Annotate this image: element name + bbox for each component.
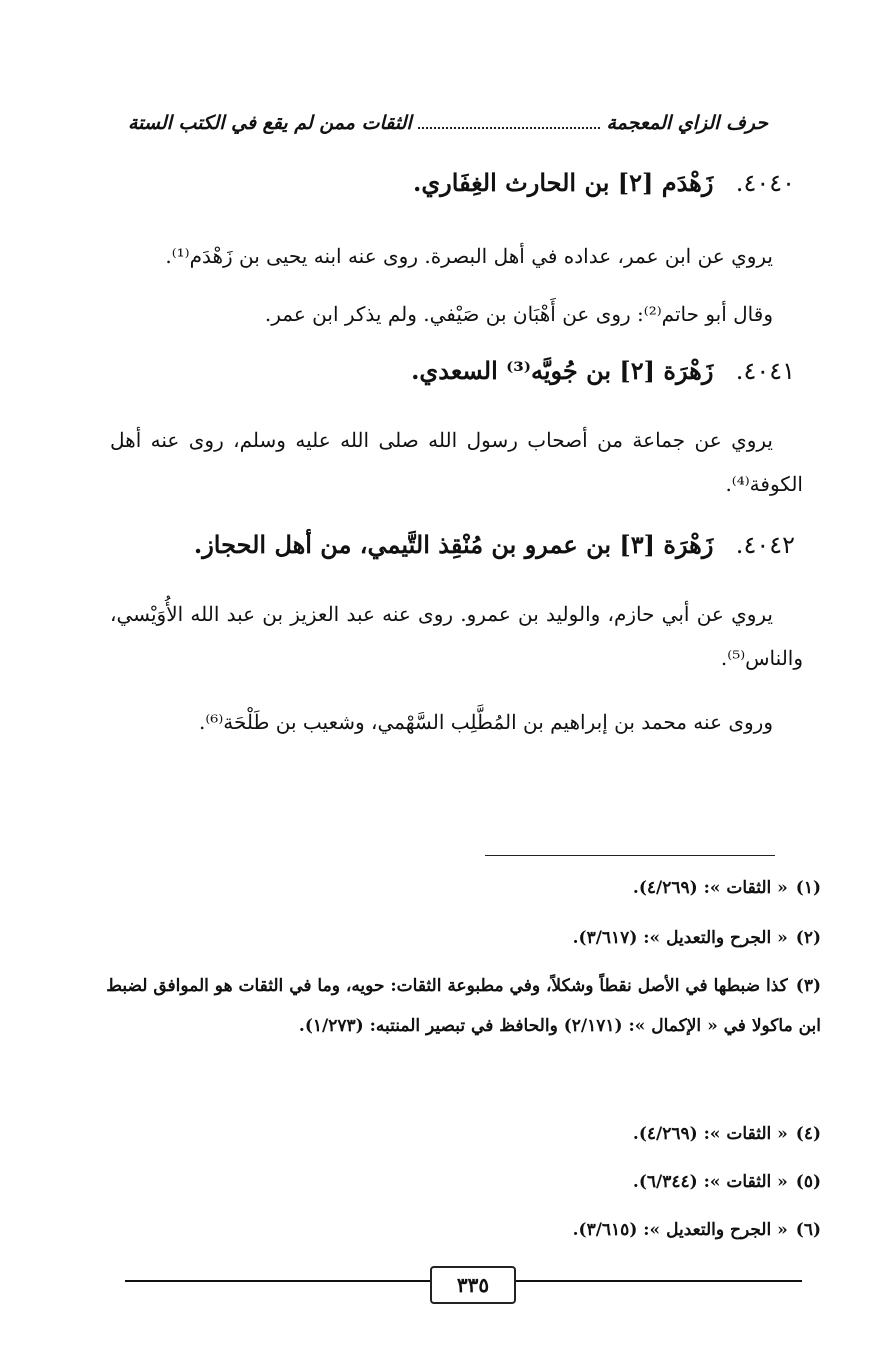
entry-number: ٤٠٤٢. — [735, 531, 795, 559]
footnote-text: « الثقات »: (٤/٢٦٩). — [632, 878, 788, 898]
footnote-mark: (٦) — [795, 1220, 821, 1240]
entry-paragraph: يروي عن جماعة من أصحاب رسول الله صلى الله عليه وسلم، روى عنه أهل الكوفة⁽⁴⁾. — [110, 428, 803, 496]
footnote — [100, 1114, 821, 1154]
footnote-text: « الثقات »: (٦/٣٤٤). — [632, 1172, 788, 1192]
entry-heading-4041 — [120, 356, 795, 385]
footnote-mark: (٢) — [795, 928, 821, 948]
entry-paragraph: يروي عن ابن عمر، عداده في أهل البصرة. روى عنه ابنه يحيى بن زَهْدَم⁽¹⁾. — [165, 244, 773, 268]
running-head-chapter: حرف الزاي المعجمة — [606, 112, 768, 134]
footnote-separator — [485, 855, 775, 856]
entry-heading-4042 — [120, 530, 795, 559]
footnote-text: « الثقات »: (٤/٢٦٩). — [632, 1124, 788, 1144]
footnote-mark: (٥) — [795, 1172, 821, 1192]
running-head-book: الثقات ممن لم يقع في الكتب الستة — [128, 112, 412, 134]
entry-paragraph: وقال أبو حاتم⁽²⁾: روى عن أَهْبَان بن صَيْفي. ولم يذكر ابن عمر. — [264, 302, 773, 326]
footnote — [100, 966, 821, 1046]
footnote-mark: (٣) — [795, 976, 821, 996]
footnote — [100, 868, 821, 908]
entry-paragraph: يروي عن أبي حازم، والوليد بن عمرو. روى عنه عبد العزيز بن عبد الله الأُوَيْسي، والناس⁽⁵⁾. — [110, 602, 803, 670]
running-head — [128, 112, 768, 134]
footnote-text: كذا ضبطها في الأصل نقطاً وشكلاً، وفي مطبوعة الثقات: حويه، وما في الثقات هو الموافق لضبط ابن ماكولا في « الإكمال »: (٢/١٧١) والحافظ في تبصير المنتبه: (١/٢٧٣). — [106, 976, 821, 1036]
footnote-text: « الجرح والتعديل »: (٣/٦١٧). — [572, 928, 788, 948]
page-number: ٣٣٥ — [430, 1266, 516, 1304]
entry-heading-4040 — [120, 168, 795, 197]
running-head-dots — [418, 126, 601, 129]
footnote — [100, 918, 821, 958]
entry-number: ٤٠٤١. — [735, 357, 795, 385]
entry-paragraph: وروى عنه محمد بن إبراهيم بن المُطَّلِب السَّهْمي، وشعيب بن طَلْحَة⁽⁶⁾. — [199, 710, 773, 734]
entry-title: زَهْرَة [٢] بن جُويَّه⁽³⁾ السعدي. — [411, 356, 714, 385]
entry-number: ٤٠٤٠. — [735, 169, 795, 197]
footnote-mark: (٤) — [795, 1124, 821, 1144]
footnote-mark: (١) — [795, 878, 821, 898]
footnote — [100, 1162, 821, 1202]
entry-title: زَهْرَة [٣] بن عمرو بن مُنْقِذ التَّيمي، من أهل الحجاز. — [193, 530, 714, 559]
footer-rule-right — [512, 1280, 802, 1282]
footnote — [100, 1210, 821, 1250]
footer-rule-left — [125, 1280, 430, 1282]
footnote-text: « الجرح والتعديل »: (٣/٦١٥). — [572, 1220, 788, 1240]
entry-title: زَهْدَم [٢] بن الحارث الغِفَاري. — [413, 168, 714, 197]
